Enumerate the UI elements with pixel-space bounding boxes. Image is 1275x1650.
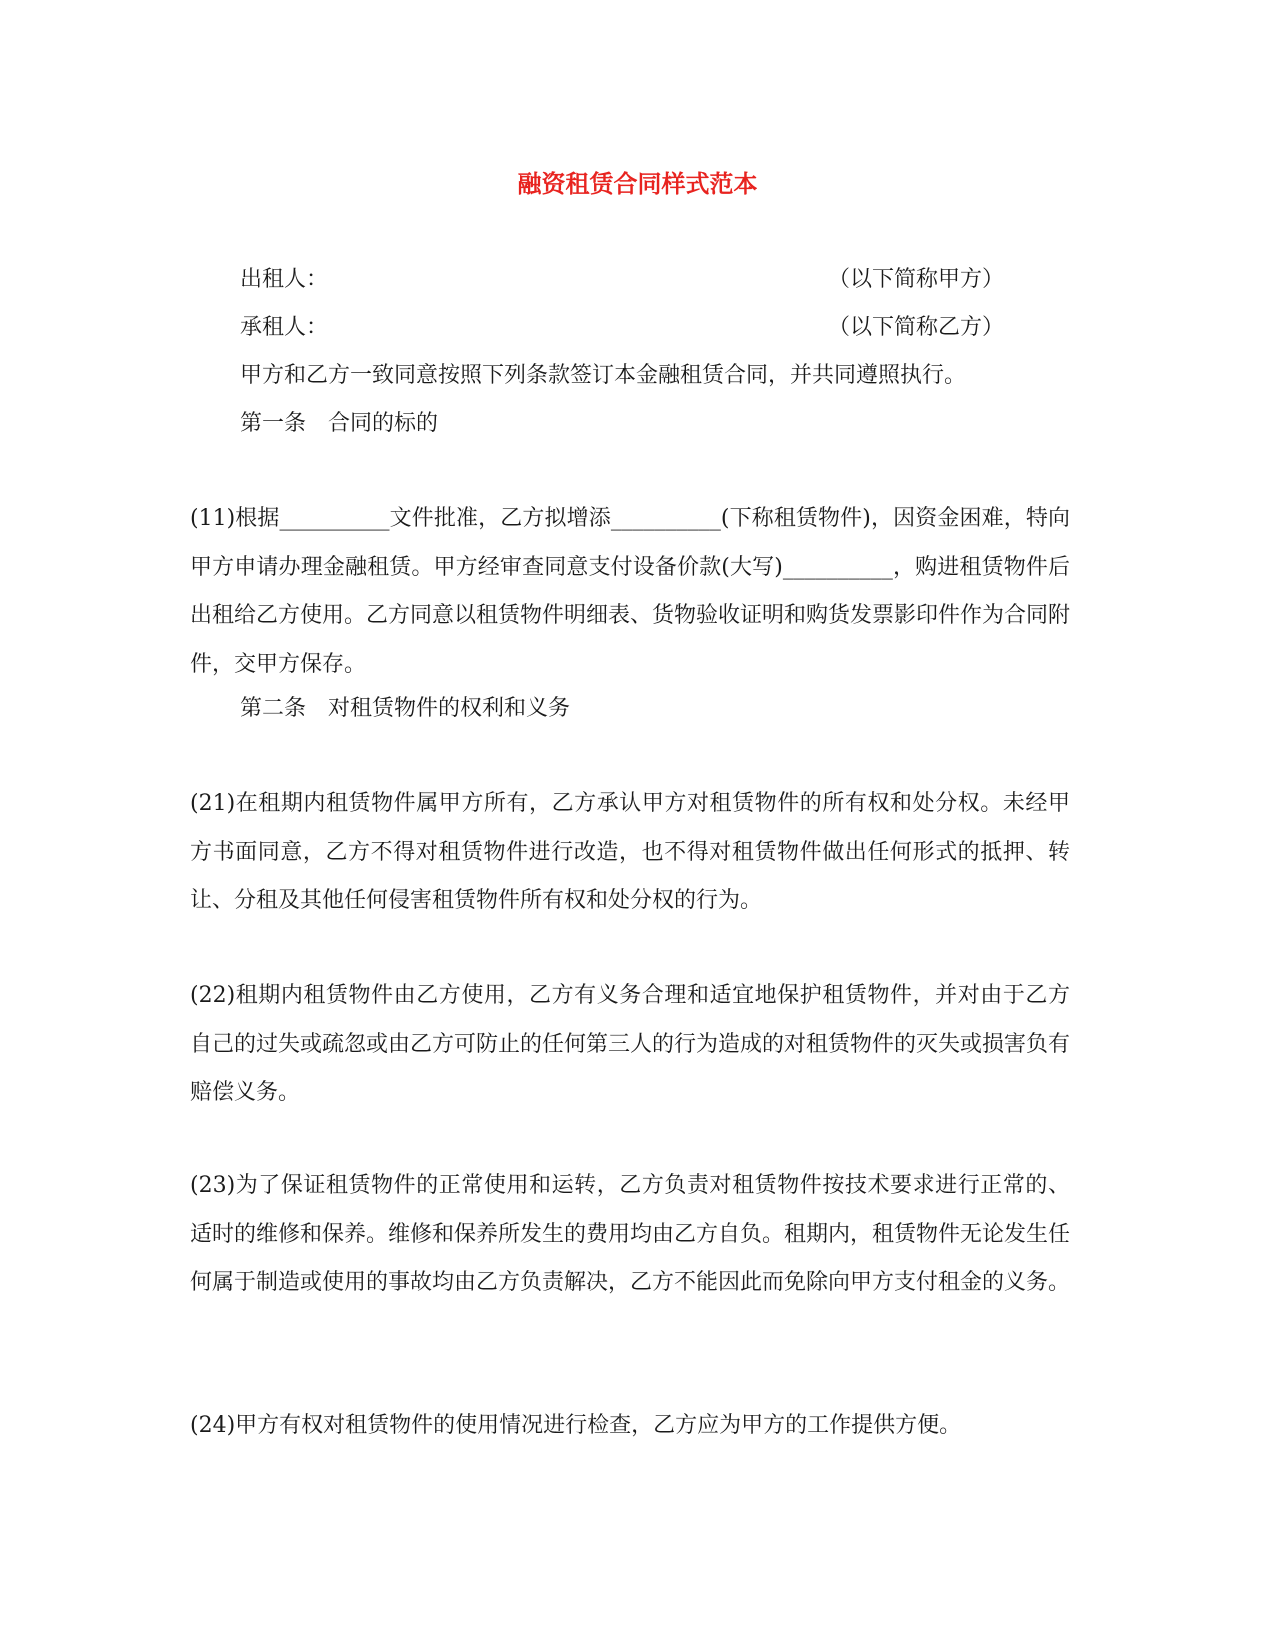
clause-21: (21)在租期内租赁物件属甲方所有，乙方承认甲方对租赁物件的所有权和处分权。未经甲方书面同意，乙方不得对租赁物件进行改造，也不得对租赁物件做出任何形式的抵押、转让、分租及其他任何侵害租赁物件所有权和处分权的行为。 — [190, 791, 1070, 913]
clause-23: (23)为了保证租赁物件的正常使用和运转，乙方负责对租赁物件按技术要求进行正常的、适时的维修和保养。维修和保养所发生的费用均由乙方自负。租期内，租赁物件无论发生任何属于制造或使用的事故均由乙方负责解决，乙方不能因此而免除向甲方支付租金的义务。 — [190, 1173, 1071, 1295]
intro-text: 甲方和乙方一致同意按照下列条款签订本金融租赁合同，并共同遵照执行。 — [240, 363, 967, 388]
article-1-heading: 第一条 合同的标的 — [240, 411, 439, 436]
lessee-label: 承租人： — [240, 315, 329, 340]
lessee-note: （以下简称乙方） — [828, 315, 1005, 340]
lessor-note: （以下简称甲方） — [828, 267, 1005, 292]
lessor-label: 出租人： — [240, 267, 329, 292]
article-2-heading: 第二条 对租赁物件的权利和义务 — [240, 696, 571, 721]
clause-24: (24)甲方有权对租赁物件的使用情况进行检查，乙方应为甲方的工作提供方便。 — [190, 1413, 962, 1438]
document-title: 融资租赁合同样式范本 — [517, 169, 758, 198]
clause-22: (22)租期内租赁物件由乙方使用，乙方有义务合理和适宜地保护租赁物件，并对由于乙方自己的过失或疏忽或由乙方可防止的任何第三人的行为造成的对租赁物件的灭失或损害负有赔偿义务。 — [190, 983, 1071, 1105]
clause-11: (11)根据__________文件批准，乙方拟增添__________(下称租赁物件)，因资金困难，特向甲方申请办理金融租赁。甲方经审查同意支付设备价款(大写)__________，购进租赁物件后出租给乙方使用。乙方同意以租赁物件明细表、货物验收证明和购货发票影印件作为合同附件，交甲方保存。 — [190, 506, 1071, 677]
